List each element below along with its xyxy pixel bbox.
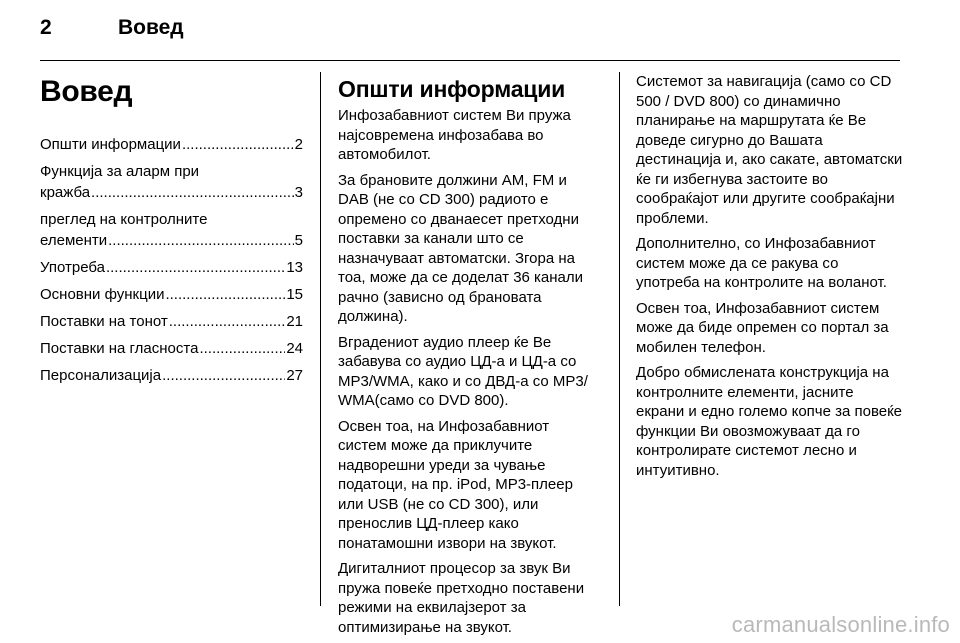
toc-entry[interactable] (40, 338, 303, 359)
toc-entry-label: Употреба (40, 259, 105, 276)
toc-entry[interactable] (40, 284, 303, 305)
toc-leader (169, 311, 286, 332)
paragraph: Инфозабавниот систем Ви пружа најсовремена инфозабава во автомобилот. (338, 107, 571, 163)
toc-entry-label: Основни функции (40, 286, 165, 303)
toc-leader (106, 257, 285, 278)
toc-leader (165, 284, 285, 305)
toc-entry[interactable] (40, 209, 303, 251)
column-divider (619, 72, 620, 606)
header-rule (40, 60, 900, 61)
paragraph: Вградениот аудио плеер ќе Ве забавува со аудио ЦД-а и ЦД-а со MP3/WMA, како и со ДВД-а со MP3/ WMA(само со DVD 800). (338, 333, 588, 409)
toc-entry-label: Функција за аларм при (40, 163, 200, 180)
toc-entry-page: 13 (286, 259, 303, 276)
toc-entry-label: преглед на контролните (40, 211, 208, 228)
watermark: carmanualsonline.info (731, 612, 950, 637)
column-divider (320, 72, 321, 606)
table-of-contents (40, 134, 303, 386)
section-title: Општи информации (338, 76, 566, 102)
toc-entry-page: 24 (286, 340, 303, 357)
toc-column (40, 72, 303, 392)
toc-entry[interactable] (40, 311, 303, 332)
toc-entry-page: 2 (294, 136, 303, 153)
paragraph: Освен тоа, на Инфозабавниот систем може да приклучите надворешни уреди за чување податоци, на пр. iPod, MP3-плеер или USB (не со CD 300), или пренослив ЦД-плеер како понатамошни извори на звукот. (338, 417, 573, 552)
paragraph: За брановите должини AM, FM и DAB (не со CD 300) радиото е опремено со дванаесет претходни поставки за канали што се назначуваат автоматски. Згора на тоа, може да се доделат 36 канали рачно (зависно од брановата должина). (338, 171, 584, 325)
toc-entry-label: елементи (40, 232, 108, 249)
toc-entry-label: Персонализација (40, 367, 162, 384)
toc-entry[interactable] (40, 365, 303, 386)
toc-leader (162, 365, 285, 386)
paragraph: Дополнително, со Инфозабавниот систем може да се ракува со употреба на контролите на воланот. (636, 235, 887, 291)
toc-entry[interactable] (40, 134, 303, 155)
running-title: Вовед (118, 16, 184, 39)
toc-entry-page: 21 (286, 313, 303, 330)
paragraph: Системот за навигација (само со CD 500 / DVD 800) со динамично планирање на маршрутата ќе Ве доведе сигурно до Вашата дестинација и, ако сакате, автоматски ќе ги избегнува застоите во сообраќајот или другите сообраќајни проблеми. (636, 73, 903, 227)
toc-entry-label: кражба (40, 184, 91, 201)
toc-entry-page: 3 (294, 184, 303, 201)
paragraph: Освен тоа, Инфозабавниот систем може да биде опремен со портал за мобилен телефон. (636, 299, 889, 356)
toc-leader (182, 134, 294, 155)
toc-entry-page: 27 (286, 367, 303, 384)
paragraph: Дигиталниот процесор за звук Ви пружа повеќе претходно поставени режими на еквилајзерот за оптимизирање на звукот. (338, 560, 585, 636)
section-column (338, 72, 600, 643)
toc-entry-label: Поставки на гласноста (40, 340, 199, 357)
toc-entry[interactable] (40, 257, 303, 278)
chapter-title: Вовед (40, 75, 133, 108)
toc-leader (199, 338, 285, 359)
toc-entry-page: 5 (294, 232, 303, 249)
page-header (40, 16, 920, 46)
toc-leader (91, 182, 294, 203)
toc-entry-label: Поставки на тонот (40, 313, 168, 330)
toc-leader (108, 230, 294, 251)
continuation-column (636, 72, 904, 486)
page-number: 2 (40, 16, 52, 39)
paragraph: Добро обмислената конструкција на контролните елементи, јасните екрани и едно големо копче за повеќе функции Ви овозможуваат да го контролирате системот лесно и интуитивно. (636, 364, 903, 479)
toc-entry[interactable] (40, 161, 303, 203)
toc-entry-label: Општи информации (40, 136, 181, 153)
toc-entry-page: 15 (286, 286, 303, 303)
